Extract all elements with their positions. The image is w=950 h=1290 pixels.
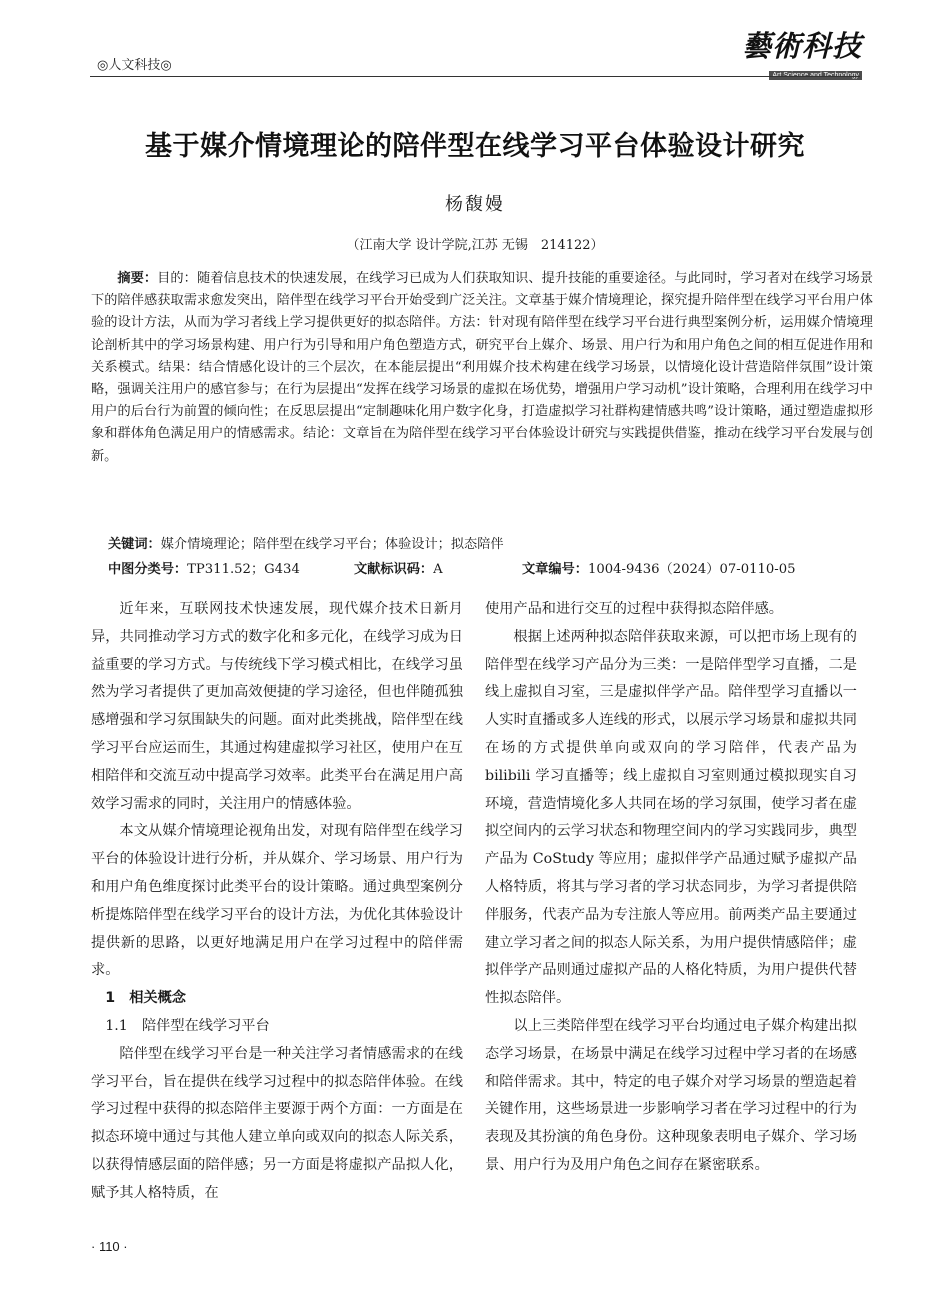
paper-title: 基于媒介情境理论的陪伴型在线学习平台体验设计研究 [145, 131, 805, 162]
keywords-label: 关键词： [108, 537, 161, 552]
abstract-text: 目的：随着信息技术的快速发展，在线学习已成为人们获取知识、提升技能的重要途径。与此同时，学习者对在线学习场景下的陪伴感获取需求愈发突出，陪伴型在线学习平台开始受到广泛关注。文章基于媒介情境理论，探究提升陪伴型在线学习平台用户体验的设计方法，从而为学习者线上学习提供更好的拟态陪伴。方法：针对现有陪伴型在线学习平台进行典型案例分析，运用媒介情境理论剖析其中的学习场景构建、用户行为引导和用户角色塑造方式，研究平台上媒介、场景、用户行为和用户角色之间的相互促进作用和关系模式。结果：结合情感化设计的三个层次，在本能层提出“利用媒介技术构建在线学习场景，以情境化设计营造陪伴氛围”设计策略，强调关注用户的感官参与；在行为层提出“发挥在线学习场景的虚拟在场优势，增强用户学习动机”设计策略，合理利用在线学习中用户的后台行为前置的倾向性；在反思层提出“定制趣味化用户数字化身，打造虚拟学习社群构建情感共鸣”设计策略，通过塑造虚拟形象和群体角色满足用户的情感需求。结论：文章旨在为陪伴型在线学习平台体验设计研究与实践提供借鉴，推动在线学习平台发展与创新。 [91, 271, 874, 464]
clc-value: TP311.52；G434 [187, 562, 300, 577]
body-column-left [91, 596, 463, 1208]
body-paragraph: 使用产品和进行交互的过程中获得拟态陪伴感。 [485, 601, 783, 617]
article-number-label: 文章编号： [522, 562, 588, 577]
body-paragraph: 本文从媒介情境理论视角出发，对现有陪伴型在线学习平台的体验设计进行分析，并从媒介、学习场景、用户行为和用户角色维度探讨此类平台的设计策略。通过典型案例分析提炼陪伴型在线学习平台的设计方法，为优化其体验设计提供新的思路，以更好地满足用户在学习过程中的陪伴需求。 [91, 823, 463, 979]
abstract-label: 摘要： [117, 271, 158, 286]
journal-section-label: ◎人文科技◎ [97, 58, 172, 73]
journal-logo-text: 藝術科技 [742, 29, 863, 63]
body-column-right [485, 596, 857, 1180]
doc-code-value: A [433, 562, 443, 577]
subsection-heading: 1.1 陪伴型在线学习平台 [105, 1017, 270, 1034]
author-affiliation: （江南大学 设计学院,江苏 无锡 214122） [346, 238, 604, 253]
keywords-text: 媒介情境理论；陪伴型在线学习平台；体验设计；拟态陪伴 [160, 537, 504, 552]
body-paragraph: 以上三类陪伴型在线学习平台均通过电子媒介构建出拟态学习场景，在场景中满足在线学习过程中学习者的在场感和陪伴需求。其中，特定的电子媒介对学习场景的塑造起着关键作用，这些场景进一步影响学习者在学习过程中的行为表现及其扮演的角色身份。这种现象表明电子媒介、学习场景、用户行为及用户角色之间存在紧密联系。 [485, 1017, 857, 1173]
article-number-value: 1004-9436（2024）07-0110-05 [587, 562, 796, 577]
body-paragraph: 陪伴型在线学习平台是一种关注学习者情感需求的在线学习平台，旨在提供在线学习过程中的拟态陪伴体验。在线学习过程中获得的拟态陪伴主要源于两个方面：一方面是在拟态环境中通过与其他人建立单向或双向的拟态人际关系，以获得情感层面的陪伴感；另一方面是将虚拟产品拟人化，赋予其人格特质，在 [91, 1045, 463, 1201]
page-number: · 110 · [91, 1239, 128, 1254]
abstract [91, 268, 873, 468]
keywords [108, 533, 504, 552]
section-heading: 1 相关概念 [105, 990, 186, 1007]
author-name: 杨馥嫚 [445, 194, 505, 215]
header-rule [90, 76, 860, 77]
clc-label: 中图分类号： [108, 562, 188, 577]
body-paragraph: 根据上述两种拟态陪伴获取来源，可以把市场上现有的陪伴型在线学习产品分为三类：一是陪伴型学习直播，二是线上虚拟自习室，三是虚拟伴学产品。陪伴型学习直播以一人实时直播或多人连线的形式，以展示学习场景和虚拟共同在场的方式提供单向或双向的学习陪伴，代表产品为 bilibili 学习直播等；线上虚拟自习室则通过模拟现实自习环境，营造情境化多人共同在场的学习氛围，使学习者在虚拟空间内的云学习状态和物理空间内的学习实践同步，典型产品为 CoStudy 等应用；虚拟伴学产品通过赋予虚拟产品人格特质，将其与学习者的学习状态同步，为学习者提供陪伴服务，代表产品为专注旅人等应用。前两类产品主要通过建立学习者之间的拟态人际关系，为用户提供情感陪伴；虚拟伴学产品则通过虚拟产品的人格化特质，为用户提供代替性拟态陪伴。 [485, 628, 857, 1007]
body-paragraph: 近年来，互联网技术快速发展，现代媒介技术日新月异，共同推动学习方式的数字化和多元化，在线学习成为日益重要的学习方式。与传统线下学习模式相比，在线学习虽然为学习者提供了更加高效便捷的学习途径，但也伴随孤独感增强和学习氛围缺失的问题。面对此类挑战，陪伴型在线学习平台应运而生，其通过构建虚拟学习社区，使用户在互相陪伴和交流互动中提高学习效率。此类平台在满足用户高效学习需求的同时，关注用户的情感体验。 [91, 601, 463, 812]
journal-logo [742, 30, 862, 76]
doc-code-label: 文献标识码： [354, 562, 434, 577]
classification-line [108, 558, 868, 577]
